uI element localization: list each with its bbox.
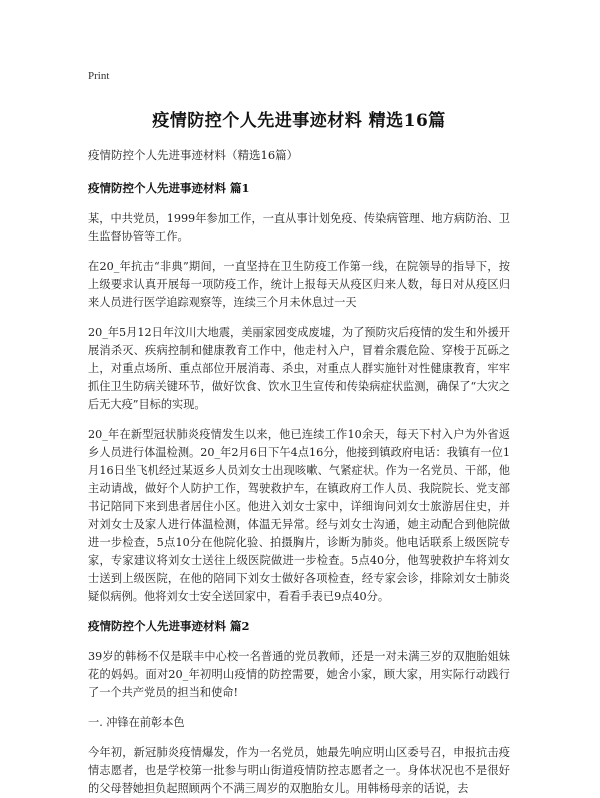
- paragraph: 39岁的韩杨不仅是联丰中心校一名普通的党员教师，还是一对未满三岁的双胞胎姐妹花的妈妈。面对20_年初明山疫情的防控需要，她舍小家，顾大家，用实际行动践行了一个共产党员的担当和使命!: [88, 650, 510, 699]
- section-heading: 疫情防控个人先进事迹材料 篇2: [88, 619, 250, 633]
- paragraph: 某，中共党员，1999年参加工作，一直从事计划免疫、传染病管理、地方病防治、卫生监督协管等工作。: [88, 212, 510, 243]
- paragraph: 今年初，新冠肺炎疫情爆发，作为一名党员，她最先响应明山区委号召，申报抗击疫情志愿者，也是学校第一批参与明山街道疫情防控志愿者之一。身体状况也不是很好的父母替她担负起照顾两个不满三周岁的双胞胎女儿。用韩杨母亲的话说，去: [88, 746, 510, 795]
- section-heading: 疫情防控个人先进事迹材料 篇1: [88, 181, 250, 195]
- document-title: 疫情防控个人先进事迹材料 精选16篇: [152, 111, 446, 131]
- print-label: Print: [88, 70, 110, 82]
- paragraph: 在20_年抗击“非典”期间，一直坚持在卫生防疫工作第一线，在院领导的指导下，按上级要求认真开展每一项防疫工作，统计上报每天从疫区归来人数，每日对从疫区归来人员进行医学追踪观察等，连续三个月未休息过一天: [88, 260, 510, 309]
- document-subtitle: 疫情防控个人先进事迹材料（精选16篇）: [88, 148, 299, 162]
- paragraph: 20_年5月12日年汶川大地震，美丽家园变成废墟，为了预防灾后疫情的发生和外援开展消杀灭、疾病控制和健康教育工作中，他走村入户，冒着余震危险、穿梭于瓦砾之上，对重点场所、重点部位开展消毒、杀虫，对重点人群实施针对性健康教育，牢牢抓住卫生防病关键环节，做好饮食、饮水卫生宣传和传染病症状监测，确保了“大灾之后无大疫”目标的实现。: [88, 326, 510, 411]
- paragraph: 20_年在新型冠状肺炎疫情发生以来，他已连续工作10余天，每天下村入户为外省返乡人员进行体温检测。20_年2月6日下午4点16分，他接到镇政府电话：我镇有一位1月16日坐飞机经过某返乡人员刘女士出现咳嗽、气紧症状。作为一名党员、干部，他主动请战，做好个人防护工作，驾驶救护车，在镇政府工作人员、我院院长、党支部书记陪同下来到患者居住小区。他进入刘女士家中，详细询问刘女士旅游居住史，并对刘女士及家人进行体温检测，体温无异常。经与刘女士沟通，她主动配合到他院做进一步检查，5点10分在他院化验、拍摄胸片，诊断为肺炎。他电话联系上级医院专家，专家建议将刘女士送往上级医院做进一步检查。5点40分，他驾驶救护车将刘女士送到上级医院，在他的陪同下刘女士做好各项检查，经专家会诊，排除刘女士肺炎疑似病例。他将刘女士安全送回家中，看看手表已9点40分。: [88, 428, 510, 603]
- subsection-heading: 一. 冲锋在前彰本色: [88, 716, 185, 729]
